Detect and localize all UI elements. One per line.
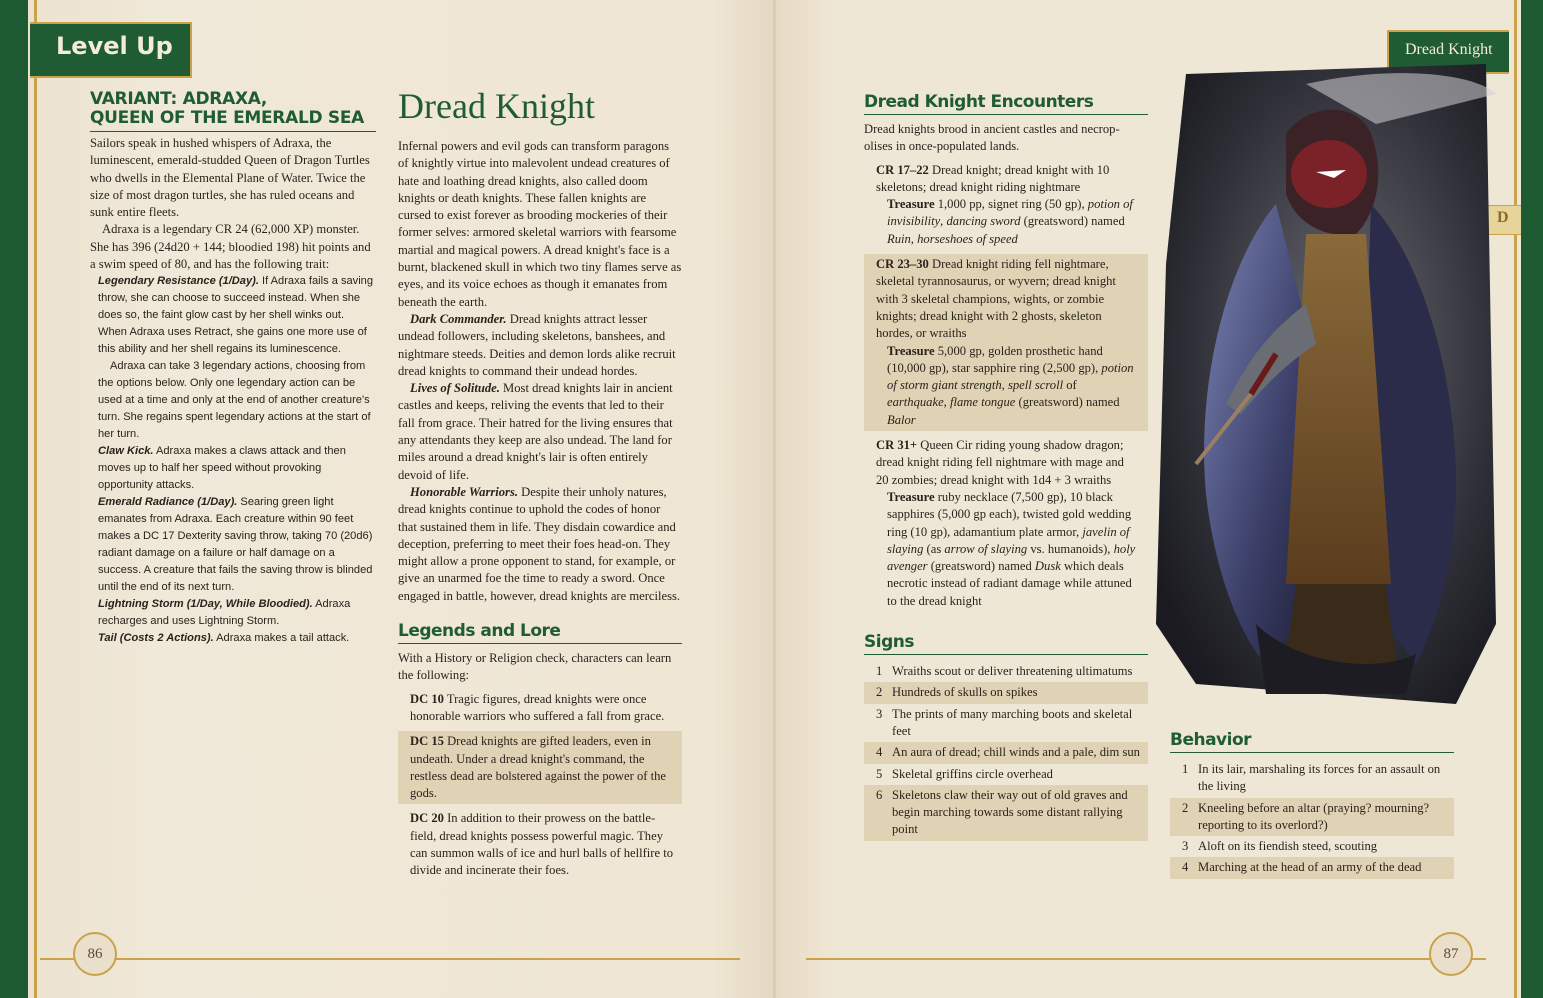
action-text: Searing green light emanates from Adraxa. Each creature within 90 feet makes a DC 17 Dexterity saving throw, taking 70 (20d6) radiant damage on a failure or half damage on a success. A creature that fails the saving throw is blinded until the end of its next turn. (98, 496, 373, 594)
row-text: Aloft on its fiendish steed, scouting (1198, 839, 1378, 854)
encounter-desc (876, 437, 1138, 489)
encounter-cr-31-plus (864, 435, 1148, 612)
cr-label: CR 17–22 (876, 162, 929, 177)
treasure-text: (greatsword) named (927, 559, 1035, 574)
action-label: Emerald Radiance (1/Day). (98, 496, 238, 509)
treasure-text: , (910, 231, 918, 246)
page-number-right: 87 (1429, 932, 1473, 976)
treasure-item: dancing sword (946, 214, 1021, 229)
right-green-edge (1521, 0, 1543, 998)
section-banner-label: Dread Knight (1405, 41, 1493, 58)
table-row (864, 704, 1148, 743)
table-row (1170, 857, 1454, 878)
section-lives-of-solitude (398, 380, 682, 484)
row-text: An aura of dread; chill winds and a pale, dim sun (892, 745, 1140, 760)
row-text: Kneeling before an altar (praying? mourning? reporting to its overlord?) (1198, 800, 1430, 832)
row-text: The prints of many marching boots and skeletal feet (892, 706, 1133, 738)
row-text: In its lair, marshaling its forces for an assault on the living (1198, 762, 1441, 794)
action-text: Adraxa recharges and uses Lightning Storm. (98, 598, 351, 628)
chapter-tab-letter: D (1497, 209, 1509, 226)
dc-label: DC 10 (410, 691, 444, 706)
treasure-label: Treasure (887, 343, 935, 358)
encounter-cr-23-30 (864, 254, 1148, 431)
section-label: Lives of Solitude. (410, 381, 500, 396)
section-text: Most dread knights lair in ancient castles and keeps, reliving the events that led to their fall from grace. Their hatred for the living ensures that any attendants they keep are also undead. The land for miles around a dread knight's lair is often entirely devoid of life. (398, 381, 673, 482)
cr-label: CR 23–30 (876, 257, 929, 272)
section-text: Dread knights attract lesser undead followers, including skeletons, banshees, and nightmare steeds. Deities and demon lords alike recruit dread knights to command their undead hordes. (398, 311, 676, 378)
section-honorable-warriors (398, 484, 682, 605)
row-number: 1 (876, 664, 883, 679)
section-label: Honorable Warriors. (410, 484, 519, 499)
dc-label: DC 20 (410, 811, 444, 826)
action-lightning-storm (90, 596, 376, 630)
action-tail (90, 630, 376, 647)
treasure-item: earthquake (887, 395, 944, 410)
encounter-treasure (876, 343, 1138, 429)
row-text: Wraiths scout or deliver threatening ultimatums (892, 664, 1133, 679)
left-bottom-rule (40, 958, 740, 960)
behavior-column (1170, 730, 1454, 879)
sidebar-traits (90, 273, 376, 647)
treasure-text: 5,000 gp, golden prosthetic hand (10,000 gp), star sapphire ring (2,500 gp), (887, 343, 1103, 375)
action-text: Adraxa makes a tail attack. (213, 632, 350, 645)
dc-label: DC 15 (410, 734, 444, 749)
table-row (864, 764, 1148, 785)
treasure-label: Treasure (887, 197, 935, 212)
table-row (1170, 798, 1454, 837)
treasure-item: holy avenger (887, 541, 1136, 574)
row-number: 1 (1182, 762, 1189, 776)
row-text: Hundreds of skulls on spikes (892, 685, 1038, 700)
treasure-item: flame tongue (949, 395, 1016, 410)
encounters-heading: Dread Knight Encounters (864, 92, 1148, 115)
treasure-item: potion of storm giant strength (887, 360, 1134, 393)
treasure-text: vs. humanoids), (1027, 541, 1114, 556)
signs-table (864, 661, 1148, 841)
section-label: Dark Commander. (410, 311, 507, 326)
table-row (1170, 836, 1454, 857)
left-green-edge (0, 0, 28, 998)
treasure-text: (as (923, 541, 945, 556)
table-row (864, 785, 1148, 841)
action-label: Claw Kick. (98, 445, 154, 458)
action-label: Lightning Storm (1/Day, While Bloodied). (98, 598, 313, 611)
action-label: Tail (Costs 2 Actions). (98, 632, 214, 645)
treasure-item: arrow of slaying (944, 541, 1028, 556)
row-number: 3 (1182, 839, 1189, 854)
treasure-item: horseshoes of speed (917, 231, 1018, 246)
treasure-item: spell scroll (1007, 378, 1064, 393)
row-number: 5 (876, 766, 883, 781)
row-number: 2 (876, 685, 883, 700)
treasure-text: (greatsword) named (1020, 214, 1125, 229)
right-bottom-rule (806, 958, 1486, 960)
legendary-intro: Adraxa can take 3 legendary actions, choosing from the options below. Only one legendary action can be used at a time and only at the end of another creature's turn. She regains spent legendary actions at the start of her turn. (98, 360, 371, 441)
row-number: 3 (876, 706, 883, 721)
encounters-intro: Dread knights brood in ancient castles and necrop-olises in once-populated lands. (864, 122, 1120, 154)
sidebar-title-line2: QUEEN OF THE EMERALD SEA (90, 108, 365, 128)
row-number: 6 (876, 787, 883, 802)
intro-paragraph: Infernal powers and evil gods can transform paragons of knightly virtue into malevolent undead creatures of hate and loathing dread knights, also called doom knights or death knights. These fallen knights are cursed to exist forever as brooding mockeries of their former selves: armored skeletal warriors with fearsome martial and magical powers. A dread knight's face is a burnt, blackened skull in which two tiny flames serve as eyes, and its voice echoes as though it emanates from beneath the earth. (398, 139, 682, 309)
cr-label: CR 31+ (876, 438, 918, 453)
legends-intro: With a History or Religion check, characters can learn the following: (398, 651, 672, 683)
treasure-text: , (943, 395, 950, 410)
right-page (776, 0, 1543, 998)
left-gold-border (34, 0, 37, 998)
table-row (864, 661, 1148, 682)
row-number: 4 (876, 745, 883, 760)
dread-knight-illustration (1156, 64, 1496, 704)
sidebar-title (90, 90, 376, 132)
page-title: Dread Knight (398, 86, 595, 126)
dc-text: In addition to their prowess on the battle-field, dread knights possess powerful magic. They can summon walls of ice and hurl balls of hellfire to divide and incinerate their foes. (410, 811, 673, 878)
trait-legendary-resistance (90, 273, 376, 358)
behavior-table (1170, 759, 1454, 879)
treasure-text: of (1063, 378, 1077, 393)
encounter-treasure (876, 489, 1138, 610)
trait-label: Legendary Resistance (1/Day). (98, 275, 259, 288)
trait-text: If Adraxa fails a saving throw, she can choose to succeed instead. When she does so, the faint glow cast by her shell winks out. When Adraxa uses Retract, she gains one more use of this ability and her shell regains its luminescence. (98, 275, 374, 356)
dc-15-entry (398, 731, 682, 804)
row-text: Skeletal griffins circle overhead (892, 766, 1053, 781)
right-gold-border (1514, 0, 1517, 998)
treasure-item: Balor (887, 412, 916, 427)
table-row (864, 742, 1148, 763)
treasure-text: ruby necklace (7,500 gp), 10 black sapphires (5,000 gp each), twisted gold wedding ring (10 gp), adamantium plate armor, (887, 489, 1132, 539)
dc-20-entry (398, 808, 682, 881)
section-text: Despite their unholy natures, dread knights continue to uphold the codes of honor that sustained them in life. They disdain cowardice and deception, preferring to meet their foes head-on. They might allow a prone opponent to stand, for example, or give an unarmed foe the time to ready a sword. Once engaged in battle, however, dread knights are merciless. (398, 484, 681, 603)
encounter-text: Dread knight; dread knight with 10 skeletons; dread knight riding nightmare (876, 162, 1110, 194)
treasure-item: javelin of slaying (887, 524, 1130, 556)
action-text: Adraxa makes a claws attack and then moves up to half her speed without provoking opportunity attacks. (98, 445, 346, 492)
treasure-text: which deals necrotic instead of radiant damage while attuned to the dread knight (887, 559, 1132, 608)
treasure-text: 1,000 pp, signet ring (50 gp), (934, 197, 1088, 212)
encounter-text: Dread knight riding fell nightmare, skeletal tyrannosaurus, or wyvern; dread knight with 3 skeletal champions, wights, or zombie knights; dread knight with 2 ghosts, skeleton hordes, or wraiths (876, 257, 1116, 341)
treasure-text: , (1001, 378, 1008, 393)
signs-heading: Signs (864, 632, 1148, 655)
legends-heading: Legends and Lore (398, 621, 682, 644)
dc-text: Dread knights are gifted leaders, even in undeath. Under a dread knight's command, the restless dead are bolstered against the power of the gods. (410, 734, 666, 801)
sidebar-paragraph-2: Adraxa is a legendary CR 24 (62,000 XP) monster. She has 396 (24d20 + 144; bloodied 198) hit points and a swim speed of 80, and has the following trait: (90, 222, 371, 272)
treasure-text: (greatsword) named (1015, 395, 1120, 410)
treasure-label: Treasure (887, 489, 935, 504)
treasure-item: potion of invisibility (887, 197, 1133, 229)
encounter-text: Queen Cir riding young shadow dragon; dread knight riding fell nightmare with mage and 20 zombies; dread knight with 1d4 + 3 wraiths (876, 438, 1124, 487)
main-column (398, 86, 682, 882)
chapter-banner (30, 22, 192, 78)
encounter-treasure (876, 196, 1138, 248)
row-text: Skeletons claw their way out of old graves and begin marching towards some distant rallying point (892, 787, 1128, 837)
row-number: 2 (1182, 800, 1189, 815)
table-row (1170, 759, 1454, 798)
encounter-desc (876, 162, 1138, 197)
page-number-left: 86 (73, 932, 117, 976)
treasure-text: , (940, 214, 947, 229)
dc-10-entry (398, 689, 682, 728)
table-row (864, 682, 1148, 703)
dc-text: Tragic figures, dread knights were once honorable warriors who suffered a fall from grace. (410, 691, 665, 723)
action-claw-kick (90, 443, 376, 494)
treasure-item: Dusk (1034, 559, 1061, 574)
encounters-column (864, 92, 1148, 841)
row-number: 4 (1182, 860, 1189, 875)
sidebar-paragraph-1: Sailors speak in hushed whispers of Adraxa, the luminescent, emerald-studded Queen of Dragon Turtles who dwells in the Elemental Plane of Water. Twice the size of most dragon turtles, she has ruled oceans and sunk entire fleets. (90, 136, 370, 220)
row-text: Marching at the head of an army of the dead (1198, 860, 1422, 875)
encounter-desc (876, 256, 1138, 342)
sidebar-title-line1: VARIANT: ADRAXA, (90, 89, 268, 109)
chapter-banner-label: Level Up (56, 32, 173, 60)
behavior-heading: Behavior (1170, 730, 1454, 753)
action-emerald-radiance (90, 494, 376, 596)
section-dark-commander (398, 311, 682, 380)
sidebar-column (90, 90, 376, 647)
encounter-cr-17-22 (864, 160, 1148, 250)
treasure-item: Ruin (887, 231, 911, 246)
